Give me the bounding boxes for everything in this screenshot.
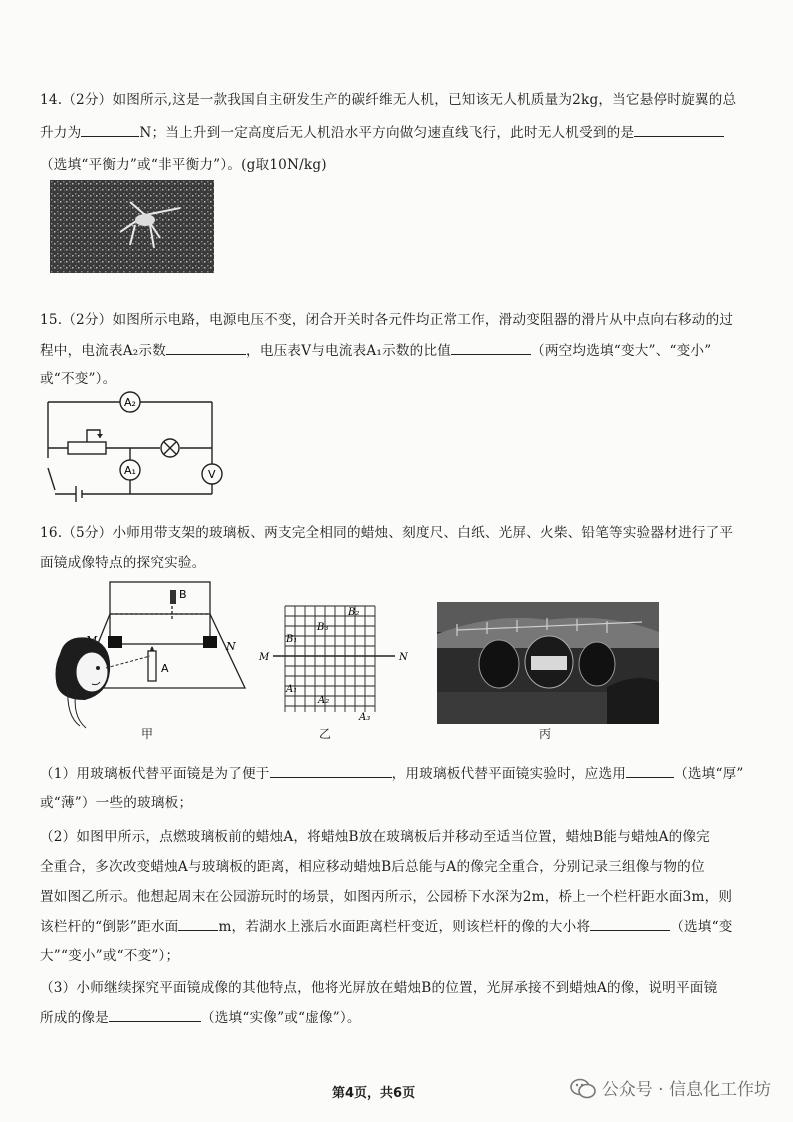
q15-line3: 或“不变”）。 [40, 371, 117, 387]
q16-p3-text-b: （选填“实像”或“虚像”）。 [200, 1010, 361, 1026]
point-b1: B₁ [286, 634, 298, 645]
q15-blank-1[interactable] [166, 342, 246, 355]
page-number: 第4页，共6页 [332, 1086, 416, 1101]
q14-line1: 14.（2分）如图所示,这是一款我国自主研发生产的碳纤维无人机，已知该无人机质量为2kg，当它悬停时旋翼的总 [40, 92, 737, 108]
point-a1: A₁ [286, 684, 298, 695]
q16-p2-text-a: 该栏杆的“倒影”距水面 [40, 919, 179, 935]
q15-line2 [40, 339, 711, 359]
q14-blank-1[interactable] [81, 124, 139, 137]
q16-blank-5[interactable] [109, 1009, 201, 1022]
figure-yi-caption: 乙 [319, 727, 332, 741]
q16-p1-line1 [40, 762, 744, 782]
figure-jia-caption: 甲 [141, 727, 154, 741]
q16-line2: 面镜成像特点的探究实验。 [40, 555, 206, 571]
q16-p2-line5: 大”“变小”或“不变”）； [40, 948, 180, 964]
q14-line2 [40, 121, 724, 141]
q16-p1-text-c: （选填“厚” [674, 766, 744, 782]
q16-line1: 16.（5分）小师用带支架的玻璃板、两支完全相同的蜡烛、刻度尺、白纸、光屏、火柴、铅笔等实验器材进行了平 [40, 525, 734, 541]
q16-p2-line2: 全重合，多次改变蜡烛A与玻璃板的距离，相应移动蜡烛B后总能与A的像完全重合，分别记录三组像与物的位 [40, 859, 705, 875]
q16-p2-line1: （2）如图甲所示，点燃玻璃板前的蜡烛A，将蜡烛B放在玻璃板后并移动至适当位置，蜡烛B能与蜡烛A的像完 [40, 829, 710, 845]
drone-photo [50, 180, 214, 273]
circuit-diagram [40, 390, 225, 502]
q16-p3-text-a: 所成的像是 [40, 1010, 109, 1026]
drone-illustration [50, 180, 214, 273]
q16-p3-line1: （3）小师继续探究平面镜成像的其他特点，他将光屏放在蜡烛B的位置，光屏承接不到蜡烛A的像，说明平面镜 [40, 980, 718, 996]
grid-n-label: N [399, 652, 408, 663]
figure-jia-mirror-setup [40, 576, 255, 736]
q16-p2-line4 [40, 915, 733, 935]
q14-blank-2[interactable] [634, 124, 724, 137]
q15-line1: 15.（2分）如图所示电路，电源电压不变，闭合开关时各元件均正常工作，滑动变阻器的滑片从中点向右移动的过 [40, 312, 734, 328]
q14-line3: （选填“平衡力”或“非平衡力”）。(g取10N/kg) [40, 157, 327, 173]
candle-a-label: A [161, 662, 169, 675]
wechat-icon [570, 1077, 596, 1099]
q16-p2-text-b: m，若湖水上涨后水面距离栏杆变近，则该栏杆的像的大小将 [218, 919, 591, 935]
q15-text-c: （两空均选填“变大”、“变小” [531, 343, 712, 359]
point-b3: B₃ [317, 622, 329, 633]
q16-blank-2[interactable] [626, 765, 674, 778]
figure-bing-caption: 丙 [539, 727, 552, 741]
ammeter-a2-label: A₂ [124, 396, 136, 409]
watermark-text: 公众号 · 信息化工作坊 [601, 1080, 771, 1100]
q16-blank-1[interactable] [270, 765, 392, 778]
watermark [570, 1075, 771, 1100]
voltmeter-label: V [208, 468, 216, 481]
q14-text: 升力为 [40, 125, 82, 141]
mirror-n-label: N [226, 640, 236, 653]
point-a2: A₂ [318, 695, 330, 706]
observer-girl-icon [56, 637, 151, 728]
grid-m-label: M [259, 652, 270, 663]
q16-p2-line3: 置如图乙所示。他想起周末在公园游玩时的场景，如图丙所示，公园桥下水深为2m，桥上一个栏杆距水面3m，则 [40, 889, 733, 905]
q16-blank-3[interactable] [178, 918, 218, 931]
q16-p3-line2 [40, 1006, 361, 1026]
q14-text-b: N；当上升到一定高度后无人机沿水平方向做匀速直线飞行，此时无人机受到的是 [139, 125, 635, 141]
q16-p1-text-a: （1）用玻璃板代替平面镜是为了便于 [40, 766, 270, 782]
q15-text-b: ，电压表V与电流表A₁示数的比值 [246, 343, 452, 359]
ammeter-a1-label: A₁ [124, 464, 136, 477]
q15-text-a: 程中，电流表A₂示数 [40, 343, 167, 359]
point-a3: A₃ [359, 712, 371, 723]
q15-blank-2[interactable] [451, 342, 531, 355]
q16-p2-text-c: （选填“变 [670, 919, 733, 935]
q16-blank-4[interactable] [590, 918, 670, 931]
q16-p1-text-b: ，用玻璃板代替平面镜实验时，应选用 [391, 766, 627, 782]
figure-bing-bridge-photo [437, 602, 659, 724]
q16-p1-line2: 或“薄”）一些的玻璃板； [40, 795, 193, 811]
candle-b-label: B [179, 588, 187, 601]
figure-yi-grid [255, 602, 425, 724]
point-b2: B₂ [348, 607, 360, 618]
